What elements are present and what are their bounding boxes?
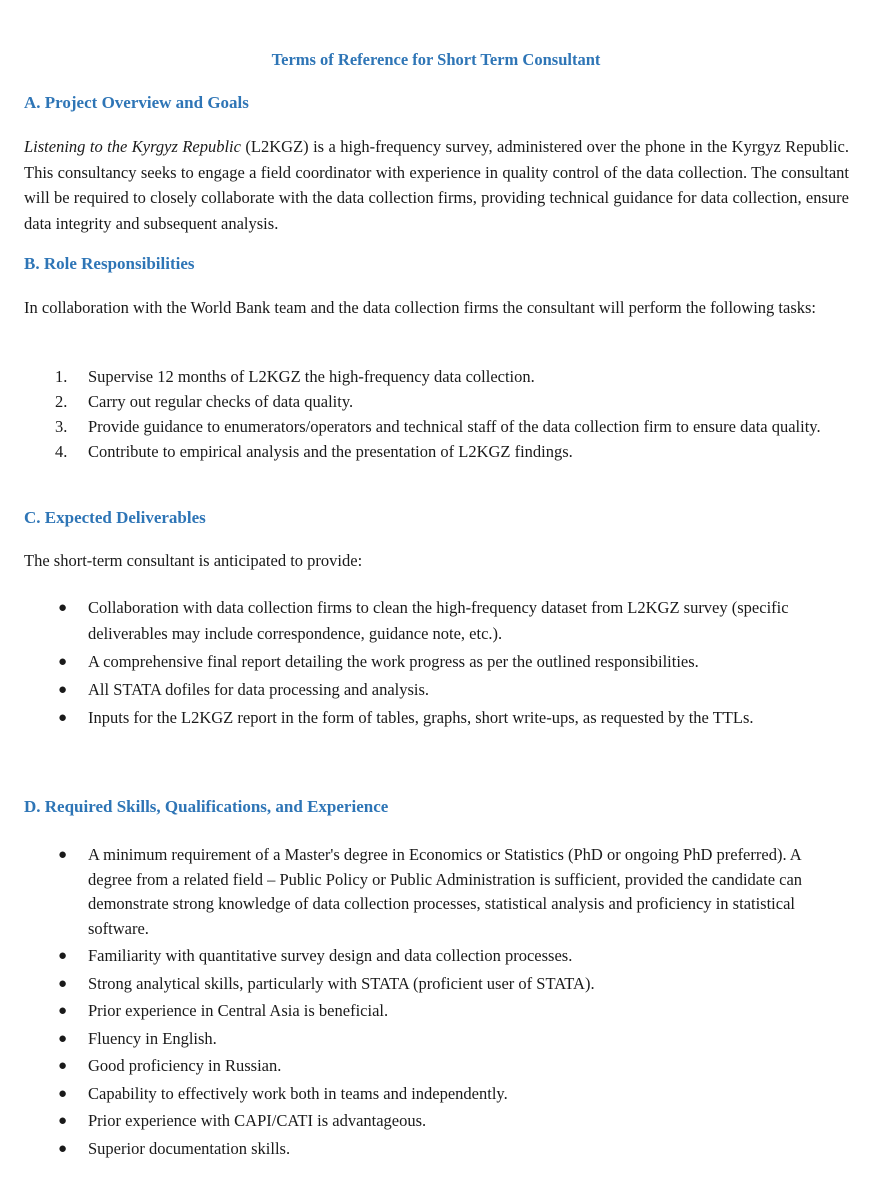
list-item bbox=[0, 439, 860, 464]
list-item bbox=[0, 649, 860, 675]
list-item bbox=[0, 944, 860, 969]
list-item bbox=[0, 364, 860, 389]
bullet-icon: ● bbox=[58, 1030, 68, 1047]
bullet-icon: ● bbox=[58, 1113, 68, 1129]
list-item-text: Inputs for the L2KGZ report in the form of tables, graphs, short write-ups, as requested by the TTLs. bbox=[88, 708, 754, 727]
section-d-heading: D. Required Skills, Qualifications, and Experience bbox=[24, 797, 389, 816]
list-item bbox=[0, 705, 860, 731]
list-item-text: Provide guidance to enumerators/operators and technical staff of the data collection firm to ensure data quality. bbox=[88, 417, 821, 436]
list-item bbox=[0, 999, 860, 1024]
list-item-text: All STATA dofiles for data processing and analysis. bbox=[88, 680, 430, 699]
section-a-text: (L2KGZ) is a high-frequency survey, administered over the phone in the Kyrgyz Republic. This consultancy seeks to engage a field coordinator with experience in quality control of the data collection. The consultant will be required to closely collaborate with the data collection firms, providing technical guidance for data collection, ensure data integrity and subsequent analysis. bbox=[24, 137, 849, 233]
deliverables-list bbox=[0, 595, 860, 733]
list-item-text: Fluency in English. bbox=[88, 1028, 217, 1048]
skills-list bbox=[0, 843, 860, 1164]
bullet-icon: ● bbox=[58, 682, 68, 698]
list-item bbox=[0, 1054, 860, 1079]
list-item-text: Supervise 12 months of L2KGZ the high-frequency data collection. bbox=[88, 367, 535, 386]
list-item bbox=[0, 389, 860, 414]
list-number: 3. bbox=[55, 417, 68, 436]
bullet-icon: ● bbox=[58, 948, 68, 964]
list-number: 4. bbox=[55, 442, 68, 461]
section-c-intro: The short-term consultant is anticipated to provide: bbox=[24, 551, 363, 570]
list-item bbox=[0, 1137, 860, 1162]
list-item bbox=[0, 1082, 860, 1107]
list-item-text: Superior documentation skills. bbox=[88, 1138, 291, 1158]
list-item bbox=[0, 843, 860, 941]
bullet-icon: ● bbox=[58, 1140, 68, 1157]
section-b-intro: In collaboration with the World Bank team and the data collection firms the consultant will perform the following tasks: bbox=[24, 298, 817, 317]
list-item-text: Strong analytical skills, particularly with STATA (proficient user of STATA). bbox=[88, 973, 595, 993]
list-item-text: Carry out regular checks of data quality. bbox=[88, 392, 354, 411]
bullet-icon: ● bbox=[58, 847, 68, 863]
bullet-icon: ● bbox=[58, 1058, 68, 1074]
document-title: Terms of Reference for Short Term Consultant bbox=[271, 50, 601, 69]
survey-name: Listening to the Kyrgyz Republic bbox=[24, 137, 241, 156]
section-c-heading: C. Expected Deliverables bbox=[24, 508, 206, 527]
list-item bbox=[0, 414, 860, 439]
list-item-text: Good proficiency in Russian. bbox=[88, 1056, 282, 1075]
list-item-text: Familiarity with quantitative survey design and data collection processes. bbox=[88, 946, 573, 965]
list-item bbox=[0, 595, 860, 647]
list-item bbox=[0, 1027, 860, 1052]
tasks-list bbox=[0, 364, 860, 464]
list-item-text: Prior experience in Central Asia is beneficial. bbox=[88, 1001, 389, 1020]
section-a-heading: A. Project Overview and Goals bbox=[24, 93, 249, 112]
list-item-text: A minimum requirement of a Master's degree in Economics or Statistics (PhD or ongoing PhD preferred). A degree from a related field – Public Policy or Public Administration is sufficient, provided the candidate can demonstrate strong knowledge of data collection processes, statistical analysis and proficiency in statistical software. bbox=[88, 845, 803, 938]
bullet-icon: ● bbox=[58, 975, 68, 992]
bullet-icon: ● bbox=[58, 1085, 68, 1102]
section-a-paragraph bbox=[24, 134, 849, 236]
list-item bbox=[0, 1109, 860, 1134]
list-item bbox=[0, 677, 860, 703]
list-item-text: Capability to effectively work both in teams and independently. bbox=[88, 1083, 508, 1103]
list-number: 1. bbox=[55, 367, 68, 386]
bullet-icon: ● bbox=[58, 1003, 68, 1019]
list-number: 2. bbox=[55, 392, 68, 411]
bullet-icon: ● bbox=[58, 710, 68, 726]
list-item-text: A comprehensive final report detailing the work progress as per the outlined responsibilities. bbox=[88, 652, 699, 671]
bullet-icon: ● bbox=[58, 654, 68, 670]
list-item-text: Prior experience with CAPI/CATI is advantageous. bbox=[88, 1111, 427, 1130]
section-b-heading: B. Role Responsibilities bbox=[24, 254, 195, 273]
list-item bbox=[0, 972, 860, 997]
bullet-icon: ● bbox=[58, 600, 68, 616]
list-item-text: Contribute to empirical analysis and the presentation of L2KGZ findings. bbox=[88, 442, 573, 461]
list-item-text: Collaboration with data collection firms to clean the high-frequency dataset from L2KGZ survey (specific deliverables may include correspondence, guidance note, etc.). bbox=[88, 598, 789, 643]
